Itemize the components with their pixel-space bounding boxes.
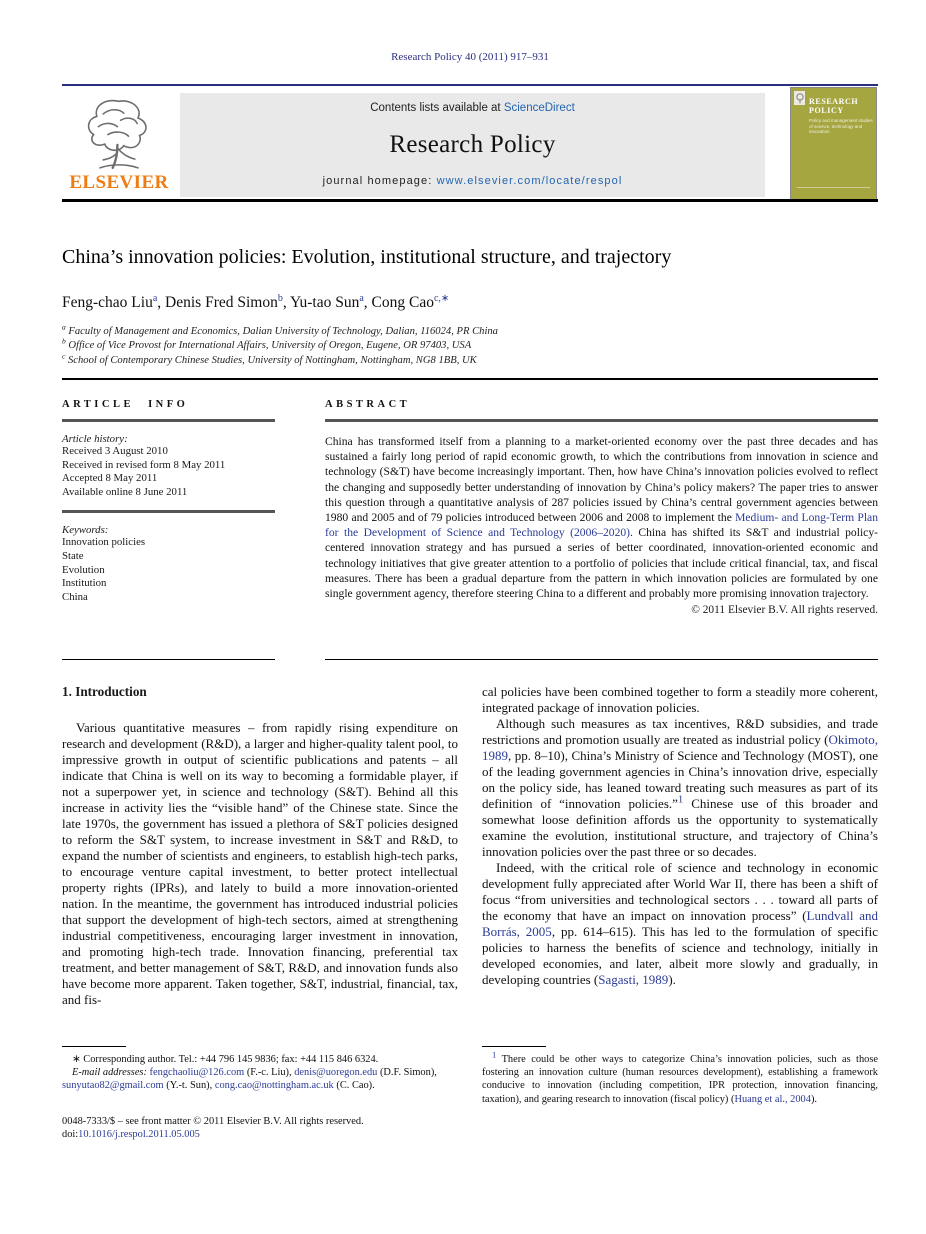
journal-homepage-link[interactable]: www.elsevier.com/locate/respol	[436, 175, 623, 187]
article-info-head-rule	[62, 419, 275, 422]
issn-line: 0048-7333/$ – see front matter © 2011 Elsevier B.V. All rights reserved.	[62, 1115, 364, 1127]
email-addresses-note: E-mail addresses: fengchaoliu@126.com (F.-c. Liu), denis@uoregon.edu (D.F. Simon), sunyutao82@gmail.com (Y.-t. Sun), cong.cao@nottingham.ac.uk (C. Cao).	[62, 1067, 437, 1092]
title-bottom-rule	[62, 378, 878, 380]
affiliation-b: $^b$ Office of Vice Provost for International Affairs, University of Oregon, Eugene, OR 97403, USA	[62, 336, 472, 352]
body-paragraph: Various quantitative measures – from rapidly rising expenditure on research and development (R&D), a larger and higher-quality talent pool, to impressive growth in output of scientific publications and patents – all indicate that China is well on its way to becoming a formidable player, if not a superpower yet, in science and technology (S&T). Behind all this increase in activity lies the “visible hand” of the Chinese state. Since the late 1970s, the government has issued a plethora of S&T policies designed to reform the S&T system, to increase investment in S&T and R&D, to expand the number of scientists and engineers, to establish high-tech parks, to encourage venture capital investment, to better protect intellectual property rights (IPRs), and lately to build a more innovation-oriented nation. In the meantime, the government has introduced industrial policies that support the development of high-tech sectors, aimed at strengthening industrial competitiveness, encouraging larger investment in innovation, and promoting high-tech trade. Innovation financing, preferential tax treatment, and better management of S&T, R&D, and innovation funds also have become more apparent. Taken together, S&T, industrial, financial, tax, and fis-	[62, 720, 458, 1007]
keywords-label: Keywords:	[62, 524, 109, 537]
link[interactable]: Huang et al., 2004	[734, 1093, 811, 1105]
footnote-rule	[482, 1046, 546, 1047]
ref-link[interactable]: a	[359, 292, 364, 304]
abstract-text: China has transformed itself from a planning to a market-oriented economy over the past three decades and has sustained a fairly long period of rapid economic growth, to which the contributions from innovation in science and technology (S&T) have become increasingly important. Then, how have China’s innovation policies evolved to reflect the changing and supposedly better understanding of innovation by China’s policy makers? The paper tries to answer this question through a quantitative analysis of 287 policies issued by China’s central government agencies between 1980 and 2005 and of 79 policies introduced between 2006 and 2008 to implement the Medium- and Long-Term Plan for the Development of Science and Technology (2006–2020). China has shifted its S&T and industrial policy-centered innovation strategy and has pursued a series of better coordinated, innovation-oriented economic and technology initiatives that give greater attention to a portfolio of policies that include critical financial, tax, and fiscal measures. There has been a gradual departure from the pattern in which innovation policies are formulated by one single government agency, therefore steering China to a different and probably more promising innovation trajectory.	[325, 435, 878, 601]
affiliation-a: $^a$ Faculty of Management and Economics, Dalian University of Technology, Dalian, 116024, PR China	[62, 322, 498, 337]
sciencedirect-link[interactable]: ScienceDirect	[503, 102, 575, 114]
contents-line	[370, 102, 575, 114]
abstract-section	[325, 399, 878, 616]
abstract-bottom-rule	[325, 659, 878, 660]
ref-link[interactable]: b	[277, 292, 283, 304]
sup-label: b	[62, 336, 66, 346]
keyword-item: Evolution	[62, 563, 105, 576]
link[interactable]: sunyutao82@gmail.com	[62, 1080, 164, 1092]
article-info-mid-rule	[62, 510, 275, 513]
body-column-left	[62, 720, 458, 1008]
sup-label: a	[62, 322, 66, 332]
link[interactable]: 10.1016/j.respol.2011.05.005	[78, 1128, 200, 1140]
section-heading-introduction: 1. Introduction	[62, 684, 147, 699]
elsevier-tree-icon	[62, 95, 176, 171]
link[interactable]: fengchaoliu@126.com	[149, 1067, 245, 1079]
footnote-left	[62, 1046, 458, 1141]
header-rule	[62, 84, 878, 86]
keyword-item: Institution	[62, 577, 107, 590]
affiliations	[62, 322, 878, 368]
abstract-head-rule	[325, 419, 878, 422]
history-item: Available online 8 June 2011	[62, 485, 188, 498]
ref-link[interactable]: 1	[677, 793, 684, 806]
ref-link[interactable]: 1	[492, 1049, 497, 1060]
running-head-citation: Research Policy 40 (2011) 917–931	[391, 51, 549, 63]
body-column-right	[482, 684, 878, 988]
sup-label: c	[62, 351, 66, 361]
elsevier-logo	[62, 95, 176, 198]
footnote-1: $^1$ There could be other ways to categorize China’s innovation policies, such as those fostering an innovation culture (human resources development), establishing a framework conducive to innovation (including competition, IPR protection, innovation financing, taxation), and gearing research to innovation (fiscal policy) (Huang et al., 2004).	[482, 1049, 878, 1105]
history-item: Received 3 August 2010	[62, 445, 168, 457]
contents-prefix: Contents lists available at	[370, 102, 504, 114]
keyword-item: State	[62, 549, 84, 562]
link[interactable]: Okimoto, 1989	[482, 732, 878, 763]
article-info-bottom-rule	[62, 659, 275, 660]
ref-link[interactable]: a	[152, 292, 158, 304]
link[interactable]: denis@uoregon.edu	[294, 1067, 378, 1079]
homepage-line	[323, 175, 623, 187]
masthead-banner	[180, 93, 765, 197]
affiliation-c: $^c$ School of Contemporary Chinese Studies, University of Nottingham, Nottingham, NG8 1BB, UK	[62, 351, 477, 366]
italic-text: E-mail addresses:	[72, 1067, 150, 1079]
authors-line: Feng-chao Liu$^a$, Denis Fred Simon$^b$, Yu-tao Sun$^a$, Cong Cao$^{c,∗}$	[62, 292, 450, 311]
link[interactable]: cong.cao@nottingham.ac.uk	[214, 1080, 334, 1092]
abstract-heading: ABSTRACT	[325, 399, 411, 410]
journal-title: Research Policy	[389, 130, 556, 158]
body-paragraph: Although such measures as tax incentives, R&D subsidies, and trade restrictions and promotion usually are treated as industrial policy (Okimoto, 1989, pp. 8–10), China’s Ministry of Science and Technology (MOST), one of the leading government agencies in China’s innovation drive, especially on the policy side, has leaned toward treating such measures as part of its definition of “innovation policies.”$^1$ Chinese use of this broader and somewhat loose definition affords us the opportunity to systematically examine the evolution, institutional structure, and trajectory of China’s innovation policies over the past three or so decades.	[482, 716, 878, 859]
doi-line: doi:10.1016/j.respol.2011.05.005	[62, 1128, 200, 1140]
homepage-prefix: journal homepage:	[322, 175, 437, 187]
copyright-line: © 2011 Elsevier B.V. All rights reserved.	[691, 604, 878, 617]
ref-link[interactable]: c,∗	[433, 292, 450, 304]
cover-title-line1: RESEARCH	[809, 97, 859, 106]
cover-text	[809, 97, 873, 135]
masthead-bottom-rule	[62, 199, 878, 202]
link[interactable]: Medium- and Long-Term Plan for the Development of Science and Technology (2006–2020)	[325, 511, 878, 540]
article-info-section	[62, 399, 275, 604]
history-item: Accepted 8 May 2011	[62, 472, 158, 485]
cover-rule	[797, 187, 870, 188]
article-history-label: Article history:	[62, 433, 128, 445]
link[interactable]: Lundvall and Borrás, 2005	[482, 908, 878, 939]
link[interactable]: Sagasti, 1989	[598, 972, 669, 987]
cover-title-line2: POLICY	[809, 106, 844, 115]
article-info-heading: ARTICLE INFO	[62, 399, 189, 410]
journal-cover-thumbnail	[790, 87, 877, 200]
body-paragraph: cal policies have been combined together to form a steadily more coherent, integrated package of innovation policies.	[482, 684, 878, 715]
corresponding-author-note: ∗ Corresponding author. Tel.: +44 796 145 9836; fax: +44 115 846 6324.	[72, 1054, 379, 1065]
imprint-block	[62, 1115, 458, 1141]
cover-subtitle: Policy and management studies of science, technology and innovation	[809, 118, 873, 134]
history-item: Received in revised form 8 May 2011	[62, 458, 226, 471]
keyword-item: Innovation policies	[62, 536, 146, 549]
footnote-right	[482, 1046, 878, 1106]
body-paragraph: Indeed, with the critical role of science and technology in economic development fully appreciated after World War II, there has been a shift of focus “from universities and technological sectors . . . toward all parts of the economy that have an impact on innovation process” (Lundvall and Borrás, 2005, pp. 614–615). This has led to the formulation of specific policies to harness the benefits of science and technology, initially in developed economies, and later, albeit more slowly and gradually, in developing countries (Sagasti, 1989).	[482, 860, 878, 987]
footnote-rule	[62, 1046, 126, 1047]
cover-mini-tree-icon	[794, 91, 805, 105]
elsevier-wordmark: ELSEVIER	[69, 172, 169, 193]
article-title: China’s innovation policies: Evolution, institutional structure, and trajectory	[62, 246, 672, 268]
keyword-item: China	[62, 590, 88, 603]
